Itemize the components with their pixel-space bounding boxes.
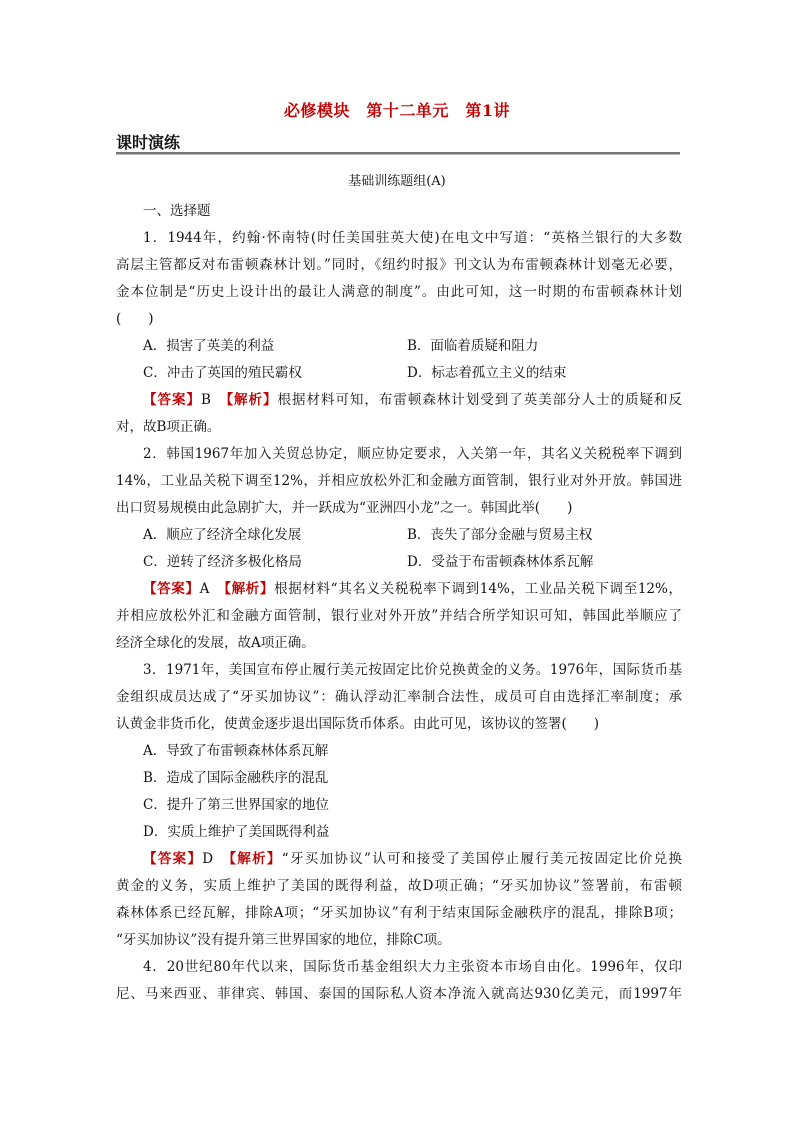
question-stem-line: 金本位制是“历史上设计出的最让人满意的制度”。由此可知，这一时期的布雷顿森林计划 xyxy=(116,284,682,300)
analysis-line: 黄金的义务，实质上维护了美国的既得利益，故D项正确；“牙买加协议”签署前，布雷顿 xyxy=(116,878,682,894)
analysis-line: 并相应放松外汇和金融方面管制，银行业对外开放”并结合所学知识可知，韩国此举顺应了 xyxy=(116,608,682,624)
answer-tag: 【答案】 xyxy=(143,581,200,597)
option-a: A．损害了英美的利益 xyxy=(143,338,275,354)
option-d: D．受益于布雷顿森林体系瓦解 xyxy=(407,554,594,570)
analysis-tag: 【解析】 xyxy=(224,581,275,597)
option-d: D．标志着孤立主义的结束 xyxy=(407,365,567,381)
option-a: A．顺应了经济全球化发展 xyxy=(143,527,302,543)
question-stem-line: 2．韩国1967年加入关贸总协定，顺应协定要求，入关第一年，其名义关税税率下调到 xyxy=(143,446,682,462)
group-title: 基础训练题组(A) xyxy=(348,174,446,189)
answer-value: A xyxy=(199,581,210,597)
analysis-tag: 【解析】 xyxy=(226,392,278,408)
options-row xyxy=(116,333,682,360)
option-a: A．导致了布雷顿森林体系瓦解 xyxy=(143,743,329,759)
analysis-line: “牙买加协议”没有提升第三世界国家的地位，排除C项。 xyxy=(116,932,451,948)
answer-line xyxy=(116,576,682,603)
answer-tag: 【答案】 xyxy=(143,851,203,867)
question-3 xyxy=(116,657,682,954)
question-stem-line: 1．1944年，约翰·怀南特(时任美国驻英大使)在电文中写道：“英格兰银行的大多数 xyxy=(143,230,682,246)
option-b: B．面临着质疑和阻力 xyxy=(407,338,539,354)
option-b: B．造成了国际金融秩序的混乱 xyxy=(143,770,329,786)
question-2 xyxy=(116,441,682,657)
part-heading: 一、选择题 xyxy=(143,203,211,219)
answer-tag: 【答案】 xyxy=(143,392,201,408)
analysis-text: 根据材料可知，布雷顿森林计划受到了英美部分人士的质疑和反 xyxy=(277,392,683,408)
question-stem-line: 3．1971年，美国宣布停止履行美元按固定比价兑换黄金的义务。1976年，国际货币基 xyxy=(143,662,682,678)
option-c: C．提升了第三世界国家的地位 xyxy=(143,797,329,813)
question-stem-line: 金组织成员达成了“牙买加协议”：确认浮动汇率制合法性，成员可自由选择汇率制度；承 xyxy=(116,689,682,705)
option-b: B．丧失了部分金融与贸易主权 xyxy=(407,527,593,543)
analysis-text: “牙买加协议”认可和接受了美国停止履行美元按固定比价兑换 xyxy=(281,851,683,867)
question-stem-line: 尼、马来西亚、菲律宾、韩国、泰国的国际私人资本净流入就高达930亿美元，而1997年 xyxy=(116,986,682,1002)
question-stem-line: 认黄金非货币化，使黄金逐步退出国际货币体系。由此可见，该协议的签署( ) xyxy=(116,716,600,732)
answer-value: B xyxy=(200,392,211,408)
analysis-text: 根据材料“其名义关税税率下调到14%，工业品关税下调至12%， xyxy=(274,581,683,597)
options-row xyxy=(116,522,682,549)
question-stem-line: ( ) xyxy=(116,311,154,327)
question-content xyxy=(116,198,682,1008)
question-stem-line: 高层主管都反对布雷顿森林计划。”同时，《纽约时报》刊文认为布雷顿森林计划毫无必要， xyxy=(116,257,682,273)
option-c: C．逆转了经济多极化格局 xyxy=(143,554,302,570)
answer-line xyxy=(116,846,682,873)
question-1 xyxy=(116,225,682,441)
page-title: 必修模块 第十二单元 第1讲 xyxy=(283,101,511,120)
question-stem-line: 14%，工业品关税下调至12%，并相应放松外汇和金融方面管制，银行业对外开放。韩国进 xyxy=(116,473,682,489)
question-stem-line: 出口贸易规模由此急剧扩大，并一跃成为“亚洲四小龙”之一。韩国此举( ) xyxy=(116,500,573,516)
option-d: D．实质上维护了美国既得利益 xyxy=(143,824,330,840)
answer-value: D xyxy=(202,851,214,867)
analysis-line: 经济全球化的发展，故A项正确。 xyxy=(116,635,315,651)
analysis-line: 森林体系已经瓦解，排除A项；“牙买加协议”有利于结束国际金融秩序的混乱，排除B项； xyxy=(116,905,682,921)
question-4 xyxy=(116,954,682,1008)
question-stem-line: 4．20世纪80年代以来，国际货币基金组织大力主张资本市场自由化。1996年，仅印 xyxy=(143,959,682,975)
analysis-tag: 【解析】 xyxy=(229,851,282,867)
answer-line xyxy=(116,387,682,414)
option-c: C．冲击了英国的殖民霸权 xyxy=(143,365,302,381)
analysis-line: 对，故B项正确。 xyxy=(116,419,221,435)
options-row xyxy=(116,360,682,387)
options-row xyxy=(116,549,682,576)
section-title: 课时演练 xyxy=(116,133,181,152)
header-divider xyxy=(116,152,680,155)
